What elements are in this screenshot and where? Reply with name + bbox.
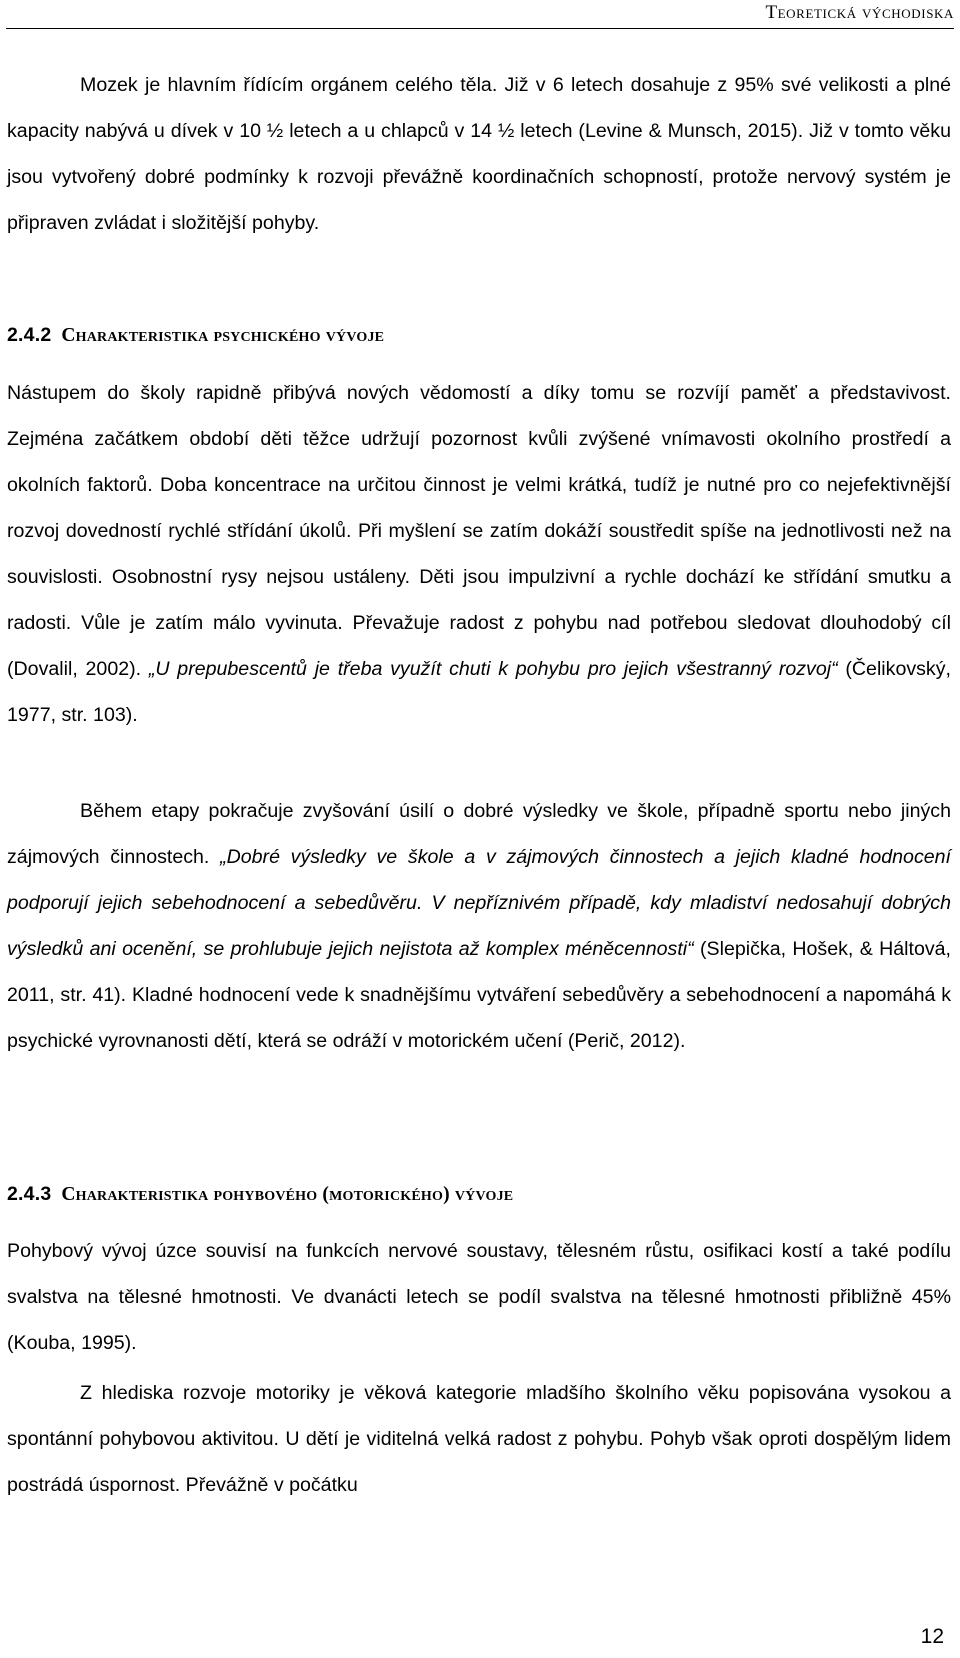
psych-paragraph-1 [7,370,951,738]
citation-text: (Slepička, Hošek, & Háltová, 2011, str. 41). Kladné hodnocení vede k snadnějšímu vytváření sebedůvěry a sebehodnocení a napomáhá k psychické vyrovnanosti dětí, která se odráží v motorickém učení (Perič, 2012). [7,938,951,1052]
running-header [765,0,954,26]
citation-text: (Čelikovský, 1977, str. 103). [7,658,951,726]
page-number: 12 [920,1625,944,1648]
quote-text: „Dobré výsledky ve škole a v zájmových činnostech a jejich kladné hodnocení podporují jejich sebehodnocení a sebedůvěru. V nepříznivém případě, kdy mladiství nedosahují dobrých výsledků ani ocenění, se prohlubuje jejich nejistota až komplex méněcennosti“ [7,846,951,960]
motor-paragraph-2: Z hlediska rozvoje motoriky je věková kategorie mladšího školního věku popisována vysokou a spontánní pohybovou aktivitou. U dětí je viditelná velká radost z pohybu. Pohyb však oproti dospělým lidem postrádá úspornost. Převážně v počátku [7,1382,951,1496]
paragraph-text: Během etapy pokračuje zvyšování úsilí o dobré výsledky ve škole, případně sportu nebo jiných zájmových činnostech. [7,800,951,868]
paragraph-text: Nástupem do školy rapidně přibývá nových vědomostí a díky tomu se rozvíjí paměť a představivost. Zejména začátkem období děti těžce udržují pozornost kvůli zvýšené vnímavosti okolního prostředí a okolních faktorů. Doba koncentrace na určitou činnost je velmi krátká, tudíž je nutné pro co nejefektivnější rozvoj dovedností rychlé střídání úkolů. Při myšlení se zatím dokáží soustředit spíše na jednotlivosti než na souvislosti. Osobnostní rysy nejsou ustáleny. Děti jsou impulzivní a rychle dochází ke střídání smutku a radosti. Vůle je zatím málo vyvinuta. Převažuje radost z pohybu nad potřebou sledovat dlouhodobý cíl (Dovalil, 2002). [7,382,951,680]
section-heading-psych [7,322,384,349]
quote-text: „U prepubescentů je třeba využít chuti k pohybu pro jejich všestranný rozvoj“ [148,658,838,680]
psych-paragraph-2 [7,788,951,1064]
header-rule [6,28,954,29]
section-number: 2.4.3 [7,1183,52,1205]
section-title: Charakteristika pohybového (motorického) vývoje [61,1184,514,1205]
running-header-text: Teoretická východiska [765,2,954,23]
section-heading-motor [7,1181,513,1208]
section-title: Charakteristika psychického vývoje [61,325,385,346]
motor-paragraph-1: Pohybový vývoj úzce souvisí na funkcích nervové soustavy, tělesném růstu, osifikaci kostí a také podílu svalstva na tělesné hmotnosti. Ve dvanácti letech se podíl svalstva na tělesné hmotnosti přibližně 45% (Kouba, 1995). [7,1240,951,1354]
intro-paragraph: Mozek je hlavním řídícím orgánem celého těla. Již v 6 letech dosahuje z 95% své velikosti a plné kapacity nabývá u dívek v 10 ½ letech a u chlapců v 14 ½ letech (Levine & Munsch, 2015). Již v tomto věku jsou vytvořený dobré podmínky k rozvoji převážně koordinačních schopností, protože nervový systém je připraven zvládat i složitější pohyby. [7,74,951,234]
section-number: 2.4.2 [7,324,52,346]
